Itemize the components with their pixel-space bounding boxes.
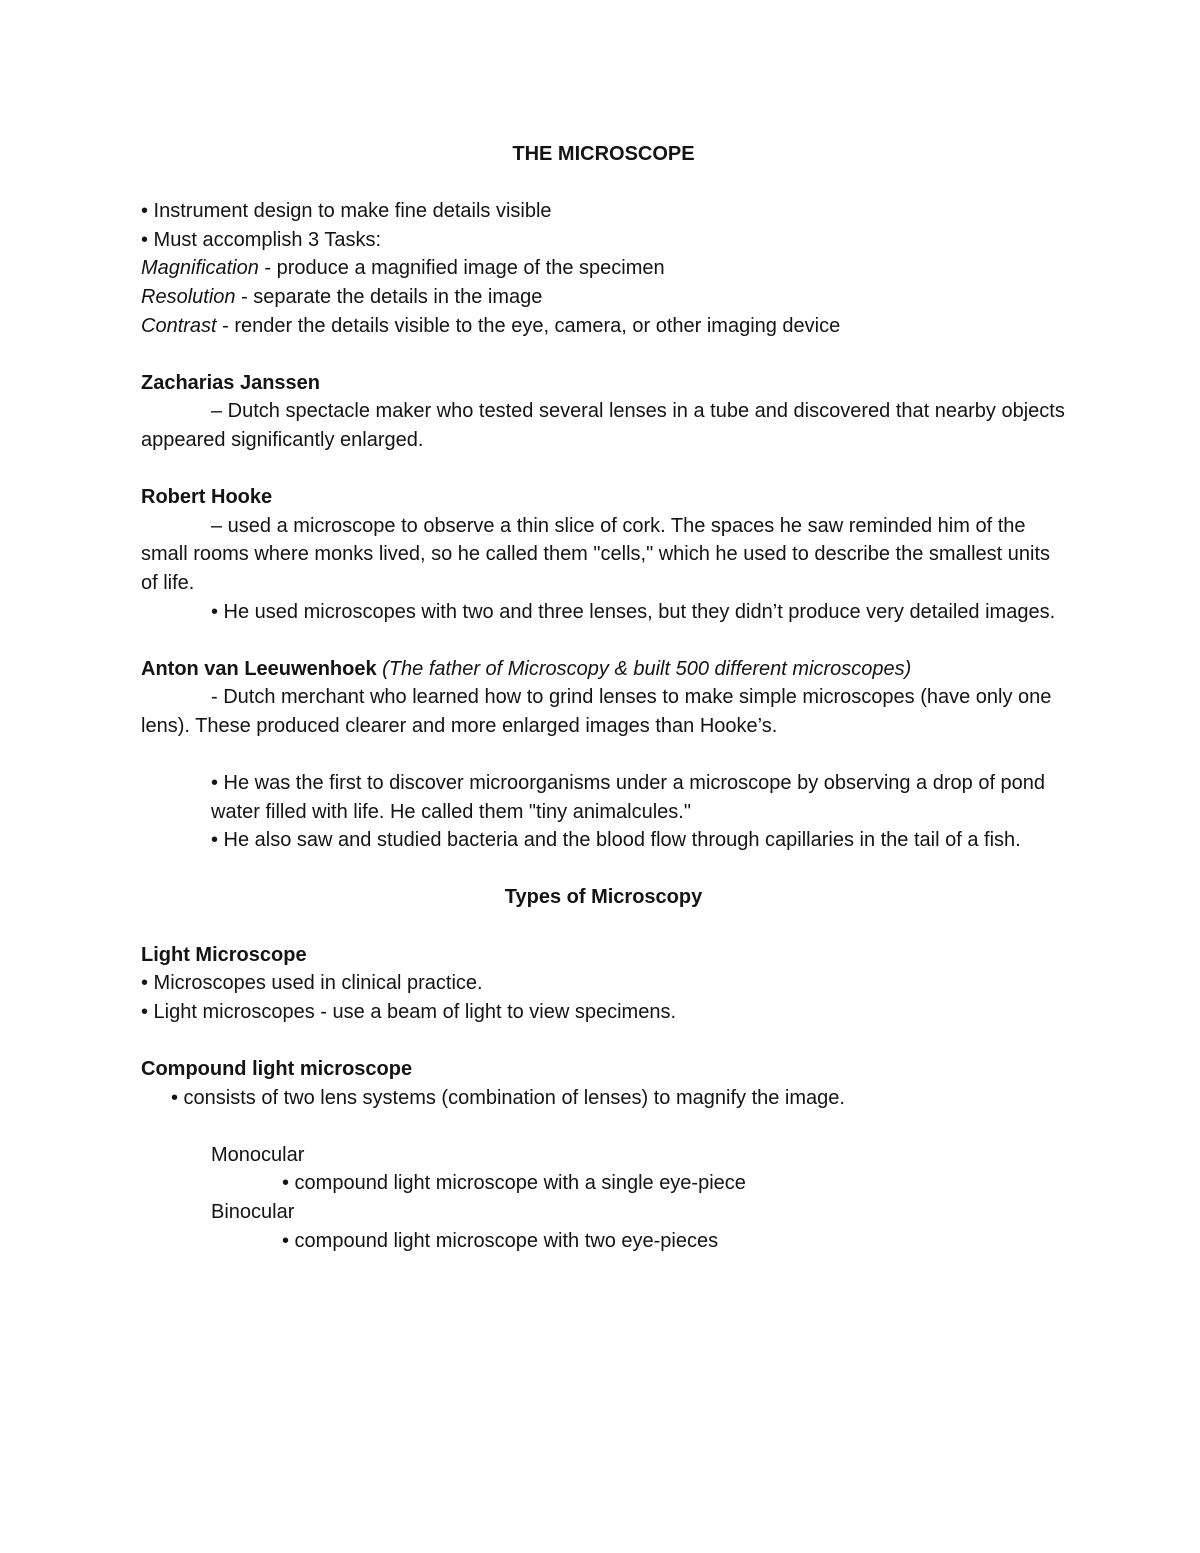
compound-heading: Compound light microscope bbox=[141, 1058, 413, 1080]
task-magnification bbox=[141, 254, 1066, 283]
light-bullet-beam: • Light microscopes - use a beam of light to view specimens. bbox=[141, 1000, 677, 1023]
monocular-label: Monocular bbox=[211, 1143, 305, 1166]
hooke-bullet: • He used microscopes with two and three lenses, but they didn’t produce very detailed images. bbox=[211, 600, 1056, 623]
document-body bbox=[141, 140, 1066, 1255]
spacer bbox=[141, 855, 1066, 884]
light-microscope-heading: Light Microscope bbox=[141, 943, 307, 966]
light-bullet-clinical: • Microscopes used in clinical practice. bbox=[141, 972, 483, 995]
task-term: Contrast bbox=[141, 314, 217, 337]
task-term: Magnification bbox=[141, 257, 259, 280]
binocular-label: Binocular bbox=[211, 1200, 295, 1223]
spacer bbox=[141, 455, 1066, 484]
spacer bbox=[141, 340, 1066, 369]
types-heading: Types of Microscopy bbox=[504, 886, 703, 909]
task-resolution bbox=[141, 283, 1066, 312]
janssen-heading: Zacharias Janssen bbox=[141, 371, 320, 394]
spacer bbox=[141, 169, 1066, 198]
leeuwenhoek-bullet-microorganisms: • He was the first to discover microorganisms under a microscope by observing a drop of pond water filled with life. He called them "tiny animalcules." bbox=[211, 772, 1046, 823]
spacer bbox=[141, 1112, 1066, 1141]
intro-bullet-instrument: • Instrument design to make fine details visible bbox=[141, 200, 552, 223]
document-title: THE MICROSCOPE bbox=[512, 143, 695, 165]
task-desc: - separate the details in the image bbox=[235, 285, 543, 308]
hooke-heading: Robert Hooke bbox=[141, 486, 273, 509]
hooke-text: – used a microscope to observe a thin slice of cork. The spaces he saw reminded him of the small rooms where monks lived, so he called them "cells," which he used to describe the smallest units of life. bbox=[141, 514, 1051, 594]
binocular-desc: • compound light microscope with two eye-pieces bbox=[282, 1229, 719, 1252]
spacer bbox=[141, 740, 1066, 769]
task-desc: - produce a magnified image of the specimen bbox=[258, 257, 665, 280]
leeuwenhoek-text: - Dutch merchant who learned how to grind lenses to make simple microscopes (have only one lens). These produced clearer and more enlarged images than Hooke’s. bbox=[141, 686, 1052, 737]
monocular-desc: • compound light microscope with a single eye-piece bbox=[282, 1172, 746, 1195]
leeuwenhoek-heading bbox=[141, 655, 1066, 684]
compound-bullet: • consists of two lens systems (combination of lenses) to magnify the image. bbox=[171, 1086, 845, 1109]
spacer bbox=[141, 912, 1066, 941]
leeuwenhoek-name: Anton van Leeuwenhoek bbox=[141, 657, 377, 680]
task-desc: - render the details visible to the eye, camera, or other imaging device bbox=[216, 314, 841, 337]
janssen-text: – Dutch spectacle maker who tested several lenses in a tube and discovered that nearby objects appeared significantly enlarged. bbox=[141, 400, 1065, 451]
task-contrast bbox=[141, 312, 1066, 341]
leeuwenhoek-bullet-bacteria: • He also saw and studied bacteria and the blood flow through capillaries in the tail of a fish. bbox=[211, 829, 1021, 852]
intro-bullet-tasks: • Must accomplish 3 Tasks: bbox=[141, 228, 382, 251]
spacer bbox=[141, 626, 1066, 655]
task-term: Resolution bbox=[141, 285, 236, 308]
leeuwenhoek-note: (The father of Microscopy & built 500 different microscopes) bbox=[376, 657, 912, 680]
spacer bbox=[141, 1026, 1066, 1055]
